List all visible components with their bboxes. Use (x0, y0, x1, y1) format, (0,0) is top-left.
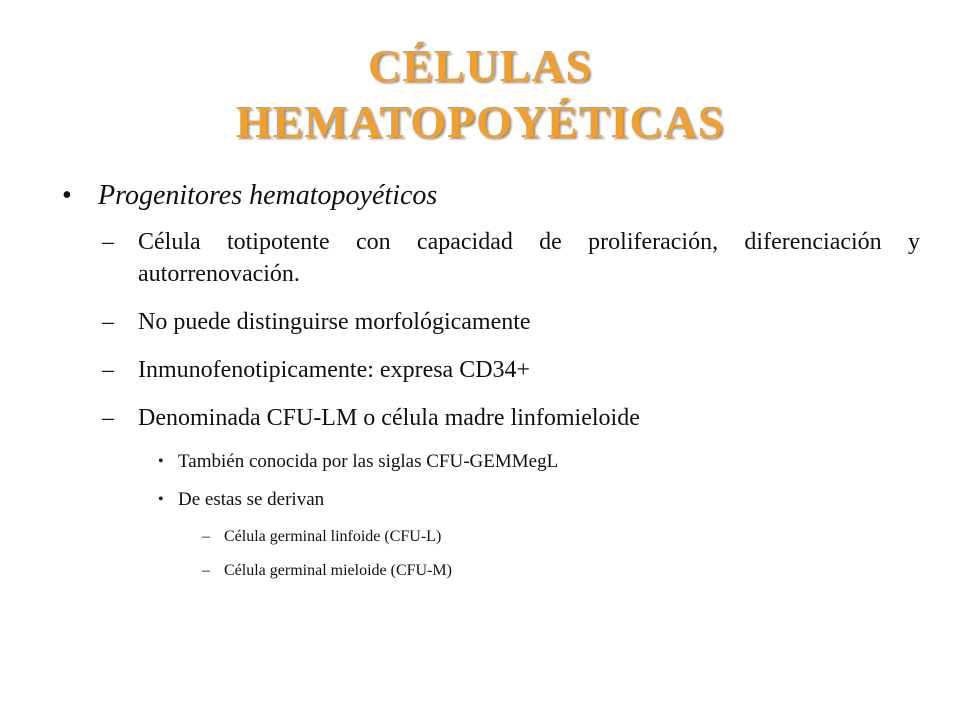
point-3 (62, 354, 920, 386)
point-1 (62, 226, 920, 290)
dash-icon: – (102, 405, 114, 431)
point-4 (62, 402, 920, 434)
point-1-text: Célula totipotente con capacidad de proliferación, diferenciación y autorrenovación. (138, 229, 920, 287)
subsubpoint-1-text: Célula germinal linfoide (CFU-L) (224, 528, 442, 545)
point-4-text: Denominada CFU-LM o célula madre linfomieloide (138, 405, 640, 431)
title-line-2: HEMATOPOYÉTICAS (235, 96, 725, 147)
bullet-icon: • (158, 453, 164, 470)
subsubpoint-2 (62, 560, 920, 582)
slide-title (0, 38, 960, 150)
dash-icon: – (202, 528, 210, 545)
title-line-1: CÉLULAS (367, 40, 593, 91)
slide-content (62, 176, 920, 594)
heading-text: Progenitores hematopoyéticos (98, 180, 438, 211)
point-3-text: Inmunofenotipicamente: expresa CD34+ (138, 357, 531, 383)
bullet-icon: • (62, 180, 72, 211)
subpoint-1-text: También conocida por las siglas CFU-GEMMegL (178, 451, 559, 472)
subsubpoint-1 (62, 526, 920, 548)
dash-icon: – (102, 309, 114, 335)
point-2-text: No puede distinguirse morfológicamente (138, 309, 531, 335)
bullet-heading (62, 176, 920, 216)
dash-icon: – (202, 562, 210, 579)
bullet-icon: • (158, 491, 164, 508)
subpoint-1 (62, 450, 920, 474)
subpoint-2 (62, 488, 920, 512)
point-2 (62, 306, 920, 338)
subsubpoint-2-text: Célula germinal mieloide (CFU-M) (224, 562, 452, 579)
subpoint-2-text: De estas se derivan (178, 489, 325, 510)
dash-icon: – (102, 229, 114, 255)
dash-icon: – (102, 357, 114, 383)
